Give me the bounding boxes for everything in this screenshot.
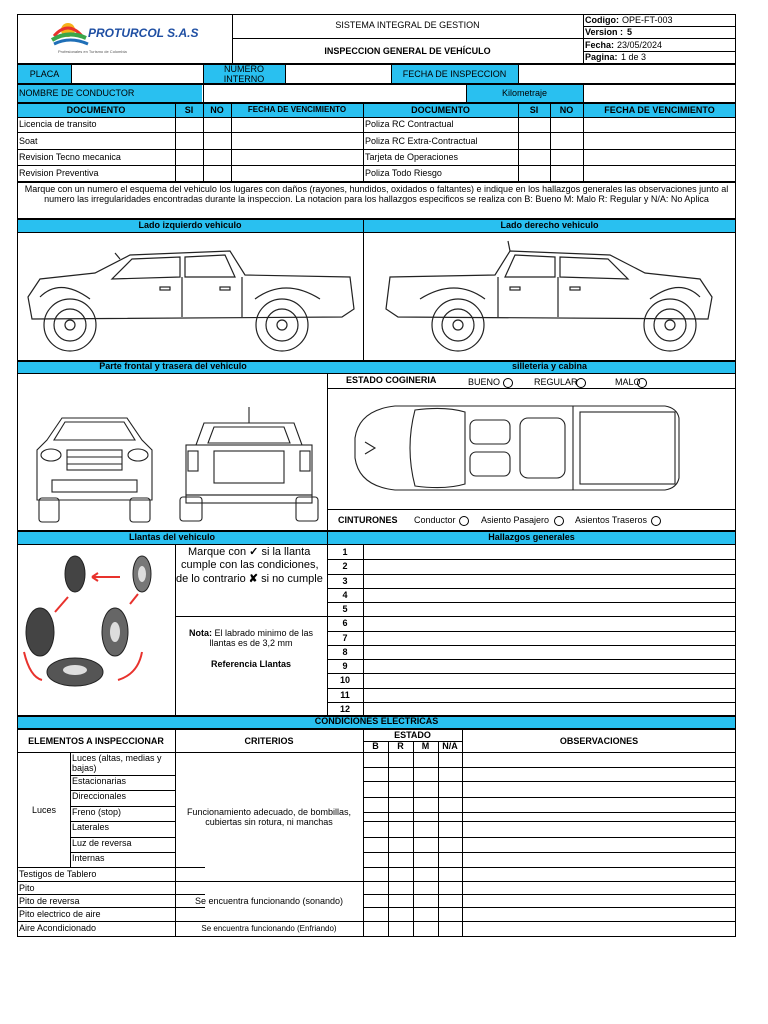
malo-radio-icon[interactable] bbox=[637, 378, 647, 388]
estado-cell[interactable] bbox=[414, 922, 437, 937]
estado-cell[interactable] bbox=[414, 813, 437, 821]
observaciones-cell[interactable] bbox=[463, 782, 735, 797]
hallazgo-field[interactable] bbox=[364, 589, 735, 602]
hallazgo-field[interactable] bbox=[364, 617, 735, 630]
estado-cell[interactable] bbox=[364, 838, 387, 852]
hallazgo-number: 12 bbox=[339, 704, 350, 714]
estado-cell[interactable] bbox=[389, 822, 412, 837]
estado-cogineria-label: ESTADO COGINERIA bbox=[346, 375, 437, 385]
doc-col-fecha-right: FECHA DE VENCIMIENTO bbox=[604, 105, 715, 115]
observaciones-cell[interactable] bbox=[463, 798, 735, 812]
hallazgo-number: 8 bbox=[342, 647, 348, 657]
conductor-radio-icon[interactable] bbox=[459, 516, 469, 526]
checkmark-icon: ✓ bbox=[249, 546, 259, 558]
hallazgo-field[interactable] bbox=[364, 603, 735, 616]
estado-cell[interactable] bbox=[439, 908, 462, 921]
observaciones-cell[interactable] bbox=[463, 922, 735, 937]
estado-cell[interactable] bbox=[414, 853, 437, 867]
col-observaciones: OBSERVACIONES bbox=[559, 736, 639, 746]
truck-top-view-diagram[interactable] bbox=[345, 398, 685, 498]
form-title: INSPECCION GENERAL DE VEHÍCULO bbox=[324, 46, 491, 56]
code-value: OPE-FT-003 bbox=[622, 15, 673, 25]
estado-cell[interactable] bbox=[439, 868, 462, 881]
estado-cell[interactable] bbox=[364, 868, 387, 881]
estado-cell[interactable] bbox=[364, 908, 387, 921]
logo-text: PROTURCOL S.A.S bbox=[88, 26, 199, 40]
hallazgo-number: 1 bbox=[342, 547, 348, 557]
estado-cell[interactable] bbox=[439, 895, 462, 907]
estado-cell[interactable] bbox=[439, 753, 462, 767]
tire-rotation-diagram bbox=[20, 552, 170, 697]
truck-rear-diagram[interactable] bbox=[174, 405, 324, 525]
estado-cell[interactable] bbox=[389, 908, 412, 921]
system-title: SISTEMA INTEGRAL DE GESTION bbox=[335, 20, 480, 30]
hallazgo-number: 3 bbox=[342, 576, 348, 586]
malo-option[interactable]: MALO bbox=[615, 377, 647, 388]
hallazgo-field[interactable] bbox=[364, 546, 735, 559]
estado-cell[interactable] bbox=[389, 882, 412, 894]
estado-cell[interactable] bbox=[389, 838, 412, 852]
estado-cell[interactable] bbox=[389, 813, 412, 821]
col-b: B bbox=[372, 741, 379, 751]
luces-item-label: Estacionarias bbox=[72, 776, 127, 786]
estado-cell[interactable] bbox=[364, 813, 387, 821]
observaciones-cell[interactable] bbox=[463, 908, 735, 921]
nombre-conductor-label: NOMBRE DE CONDUCTOR bbox=[19, 88, 135, 98]
hallazgo-field[interactable] bbox=[364, 560, 735, 573]
luces-group-label: Luces bbox=[32, 805, 57, 815]
kilometraje-field[interactable] bbox=[584, 85, 735, 102]
estado-cell[interactable] bbox=[389, 895, 412, 907]
estado-cell[interactable] bbox=[364, 922, 387, 937]
llantas-title: Llantas del vehiculo bbox=[128, 532, 216, 542]
col-na: N/A bbox=[442, 741, 458, 751]
estado-cell[interactable] bbox=[364, 895, 387, 907]
nombre-conductor-field[interactable] bbox=[204, 85, 465, 102]
traseros-radio-icon[interactable] bbox=[651, 516, 661, 526]
company-logo bbox=[46, 16, 206, 61]
col-elementos: ELEMENTOS A INSPECCIONAR bbox=[28, 736, 164, 746]
estado-cell[interactable] bbox=[439, 838, 462, 852]
observaciones-cell[interactable] bbox=[463, 882, 735, 894]
observaciones-cell[interactable] bbox=[463, 838, 735, 852]
lado-derecho-title: Lado derecho vehiculo bbox=[500, 220, 599, 230]
estado-cell[interactable] bbox=[439, 853, 462, 867]
bueno-option[interactable]: BUENO bbox=[468, 377, 513, 388]
hallazgo-field[interactable] bbox=[364, 660, 735, 673]
date-label: Fecha: bbox=[585, 40, 615, 50]
placa-label: PLACA bbox=[29, 69, 60, 79]
pasajero-radio-icon[interactable] bbox=[554, 516, 564, 526]
code-label: Codigo: bbox=[585, 15, 619, 25]
luces-item-label: Luces (altas, medias y bajas) bbox=[72, 753, 162, 773]
hallazgo-field[interactable] bbox=[364, 689, 735, 702]
regular-option[interactable]: REGULAR bbox=[534, 377, 586, 388]
numero-interno-label: NUMERO INTERNO bbox=[223, 64, 265, 84]
marque-line1: Marque con ✓ si la llanta bbox=[188, 546, 311, 558]
hallazgos-title: Hallazgos generales bbox=[488, 532, 575, 542]
nota-labrado: Nota: El labrado minimo de las llantas es de 3,2 mm bbox=[188, 628, 314, 648]
silleteria-title: silleteria y cabina bbox=[511, 361, 588, 371]
truck-front-diagram[interactable] bbox=[27, 410, 162, 525]
elemento-label: Pito de reversa bbox=[19, 896, 80, 906]
luces-item-label: Laterales bbox=[72, 822, 110, 832]
frontal-trasera-title: Parte frontal y trasera del vehiculo bbox=[99, 361, 247, 371]
observaciones-cell[interactable] bbox=[463, 822, 735, 837]
estado-cell[interactable] bbox=[364, 768, 387, 781]
hallazgo-number: 7 bbox=[342, 633, 348, 643]
estado-cell[interactable] bbox=[364, 798, 387, 812]
estado-cell[interactable] bbox=[414, 753, 437, 767]
hallazgo-field[interactable] bbox=[364, 646, 735, 659]
estado-cell[interactable] bbox=[439, 822, 462, 837]
instructions-text: Marque con un numero el esquema del vehiculo los lugares con daños (rayones, hundidos, oxidados o faltantes) e indique en los hallazgos generales las observaciones junto al numero las irregularidades encontradas durante la inspeccion. La notacion para los hallazgos especificos se realiza con B: Bueno M: Malo R: Regular y N/A: No Aplica bbox=[24, 184, 729, 204]
truck-right-side-diagram[interactable] bbox=[380, 237, 720, 357]
observaciones-cell[interactable] bbox=[463, 753, 735, 767]
bueno-radio-icon[interactable] bbox=[503, 378, 513, 388]
fecha-inspeccion-label: FECHA DE INSPECCION bbox=[402, 69, 507, 79]
marque-line3: de lo contrario ✘ si no cumple bbox=[176, 573, 323, 585]
hallazgo-number: 4 bbox=[342, 590, 348, 600]
numero-interno-field[interactable] bbox=[286, 65, 390, 83]
doc-col-fecha-left: FECHA DE VENCIMIENTO bbox=[247, 105, 347, 114]
estado-cell[interactable] bbox=[439, 768, 462, 781]
version-label: Version : bbox=[585, 27, 624, 37]
estado-cell[interactable] bbox=[389, 782, 412, 797]
condiciones-electricas-title: CONDICIONES ELECTRICAS bbox=[314, 716, 439, 726]
estado-cell[interactable] bbox=[389, 798, 412, 812]
doc-col-si-left: SI bbox=[184, 105, 194, 115]
doc-row-label: Poliza RC Extra-Contractual bbox=[365, 136, 478, 146]
estado-cell[interactable] bbox=[389, 853, 412, 867]
luces-item-label: Direccionales bbox=[72, 791, 127, 801]
estado-cell[interactable] bbox=[364, 822, 387, 837]
cross-icon: ✘ bbox=[248, 573, 258, 585]
observaciones-cell[interactable] bbox=[463, 768, 735, 781]
elemento-label: Testigos de Tablero bbox=[19, 869, 97, 879]
referencia-llantas-field[interactable] bbox=[176, 672, 326, 715]
doc-row-label: Revision Tecno mecanica bbox=[19, 152, 121, 162]
estado-cell[interactable] bbox=[439, 882, 462, 894]
luces-item-label: Luz de reversa bbox=[72, 838, 132, 848]
cinturones-label: CINTURONES bbox=[338, 515, 398, 525]
doc-row-label: Licencia de transito bbox=[19, 119, 97, 129]
estado-cell[interactable] bbox=[439, 813, 462, 821]
version-value: 5 bbox=[627, 27, 633, 37]
estado-cell[interactable] bbox=[364, 753, 387, 767]
placa-field[interactable] bbox=[72, 65, 202, 83]
estado-cell[interactable] bbox=[414, 908, 437, 921]
doc-row-label: Tarjeta de Operaciones bbox=[365, 152, 459, 162]
estado-cell[interactable] bbox=[414, 782, 437, 797]
doc-col-documento-left: DOCUMENTO bbox=[66, 105, 126, 115]
elemento-label: Aire Acondicionado bbox=[19, 923, 97, 933]
observaciones-cell[interactable] bbox=[463, 813, 735, 821]
doc-row-label: Soat bbox=[19, 136, 38, 146]
observaciones-cell[interactable] bbox=[463, 895, 735, 907]
hallazgo-field[interactable] bbox=[364, 632, 735, 645]
hallazgo-field[interactable] bbox=[364, 575, 735, 588]
criterio-aire: Se encuentra funcionando (Enfriando) bbox=[201, 924, 337, 933]
hallazgo-number: 10 bbox=[339, 675, 350, 685]
col-m: M bbox=[421, 741, 430, 751]
regular-radio-icon[interactable] bbox=[576, 378, 586, 388]
criterio-luces: Funcionamiento adecuado, de bombillas, cubiertas sin rotura, ni manchas bbox=[186, 807, 352, 827]
estado-cell[interactable] bbox=[439, 782, 462, 797]
estado-cell[interactable] bbox=[414, 882, 437, 894]
estado-cell[interactable] bbox=[439, 798, 462, 812]
cinturon-traseros-option[interactable]: Asientos Traseros bbox=[575, 515, 661, 526]
col-criterios: CRITERIOS bbox=[244, 736, 294, 746]
kilometraje-label: Kilometraje bbox=[501, 88, 548, 98]
doc-row-label: Revision Preventiva bbox=[19, 168, 99, 178]
hallazgo-field[interactable] bbox=[364, 703, 735, 716]
hallazgo-number: 11 bbox=[340, 690, 350, 700]
estado-cell[interactable] bbox=[414, 822, 437, 837]
observaciones-cell[interactable] bbox=[463, 853, 735, 867]
doc-col-no-right: NO bbox=[559, 105, 574, 115]
estado-cell[interactable] bbox=[439, 922, 462, 937]
lado-izquierdo-title: Lado izquierdo vehiculo bbox=[138, 220, 242, 230]
estado-cell[interactable] bbox=[389, 922, 412, 937]
estado-cell[interactable] bbox=[364, 882, 387, 894]
luces-item-label: Internas bbox=[72, 853, 105, 863]
estado-cell[interactable] bbox=[414, 895, 437, 907]
marque-line2: cumple con las condiciones, bbox=[181, 559, 319, 571]
estado-cell[interactable] bbox=[364, 782, 387, 797]
estado-cell[interactable] bbox=[414, 838, 437, 852]
cinturon-pasajero-option[interactable]: Asiento Pasajero bbox=[481, 515, 564, 526]
logo-tagline: Profesionales en Turismo de Colombia bbox=[58, 49, 127, 54]
fecha-inspeccion-field[interactable] bbox=[519, 65, 735, 83]
criterio-pito: Se encuentra funcionando (sonando) bbox=[194, 896, 344, 906]
col-r: R bbox=[397, 741, 404, 751]
cinturon-conductor-option[interactable]: Conductor bbox=[414, 515, 469, 526]
page-value: 1 de 3 bbox=[621, 52, 647, 62]
elemento-label: Pito bbox=[19, 883, 35, 893]
elemento-label: Pito electrico de aire bbox=[19, 909, 101, 919]
truck-left-side-diagram[interactable] bbox=[20, 237, 360, 357]
estado-cell[interactable] bbox=[389, 868, 412, 881]
estado-cell[interactable] bbox=[389, 768, 412, 781]
estado-cell[interactable] bbox=[364, 853, 387, 867]
hallazgo-number: 6 bbox=[342, 618, 348, 628]
observaciones-cell[interactable] bbox=[463, 868, 735, 881]
page-label: Pagina: bbox=[585, 52, 618, 62]
doc-row-label: Poliza Todo Riesgo bbox=[365, 168, 442, 178]
referencia-llantas-label: Referencia Llantas bbox=[210, 659, 292, 669]
hallazgo-field[interactable] bbox=[364, 674, 735, 687]
estado-cell[interactable] bbox=[389, 753, 412, 767]
col-estado: ESTADO bbox=[394, 730, 431, 740]
hallazgo-number: 2 bbox=[342, 561, 348, 571]
hallazgo-number: 9 bbox=[342, 661, 348, 671]
hallazgo-number: 5 bbox=[342, 604, 348, 614]
luces-item-label: Freno (stop) bbox=[72, 807, 122, 817]
estado-cell[interactable] bbox=[414, 798, 437, 812]
estado-cell[interactable] bbox=[414, 768, 437, 781]
doc-col-no-left: NO bbox=[210, 105, 224, 115]
estado-cell[interactable] bbox=[414, 868, 437, 881]
doc-row-label: Poliza RC Contractual bbox=[365, 119, 454, 129]
doc-col-si-right: SI bbox=[529, 105, 539, 115]
date-value: 23/05/2024 bbox=[617, 40, 663, 50]
doc-col-documento-right: DOCUMENTO bbox=[411, 105, 470, 115]
